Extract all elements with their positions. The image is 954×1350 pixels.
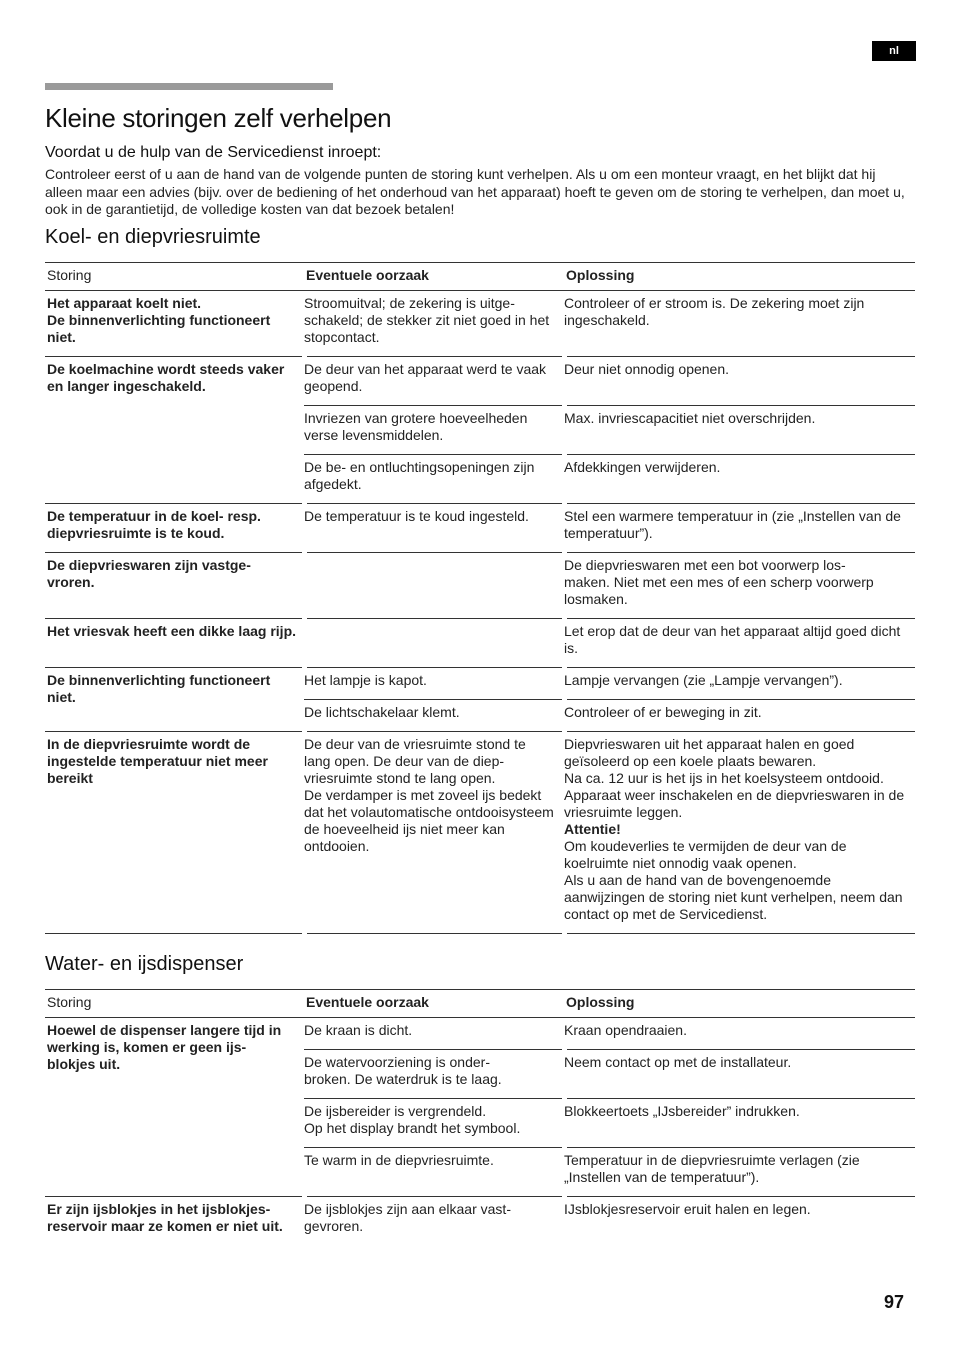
section-heading-cooling: Koel- en diepvriesruimte (45, 226, 261, 248)
solution-text: Blokkeertoets „IJsbereider” indrukken. (564, 1103, 800, 1119)
solution-cell (564, 1018, 915, 1049)
column-gap (302, 1245, 307, 1246)
section-heading-dispenser: Water- en ijsdispenser (45, 953, 244, 975)
solution-cell (564, 1098, 915, 1147)
solution-cell (564, 732, 915, 933)
cause-cell (304, 504, 564, 552)
solution-cell (564, 1147, 915, 1196)
solution-cell (564, 553, 915, 618)
symptom-cell: De koelmachine wordt steeds vaker en langer ingeschakeld. (47, 361, 285, 394)
cause-cell (304, 1147, 564, 1196)
cause-text: Te warm in de diepvriesruimte. (304, 1152, 494, 1168)
solution-text: Temperatuur in de diepvriesruimte verlagen (zie „Instellen van de temperatuur”). (564, 1152, 860, 1185)
table-row-group (45, 668, 915, 732)
solution-text: Diepvrieswaren uit het apparaat halen en goed geïsoleerd op een koele plaats bewaren. Na ca. 12 uur is het ijs in het koelsysteem ontdooid. Apparaat weer inschakelen en de diepvrieswaren in de vriesruimte leggen. (564, 736, 905, 820)
table-row (304, 357, 915, 405)
column-gap (562, 1245, 567, 1246)
table-row (304, 619, 915, 667)
table-row (304, 732, 915, 933)
table-row-group (45, 732, 915, 934)
solution-cell (564, 454, 915, 503)
col-oorzaak: Eventuele oorzaak (306, 267, 429, 283)
table-row (304, 1098, 915, 1147)
cause-text: De ijsblokjes zijn aan elkaar vast- gevroren. (304, 1201, 511, 1234)
cause-text: De temperatuur is te koud ingesteld. (304, 508, 529, 524)
intro-text: Controleer eerst of u aan de hand van de volgende punten de storing kunt verhelpen. Als u om een monteur vraagt, en het blijkt dat hij alleen maar een advies (bijv. over de bediening of het onderhoud van het apparaat) hoeft te geven om de storing te verhelpen, dan moet u, ook in de garantietijd, de volledige kosten van dat bezoek betalen! (45, 166, 905, 217)
table-row (304, 405, 915, 454)
table-row-group (45, 619, 915, 668)
solution-cell (564, 1049, 915, 1098)
cause-text: De be- en ontluchtingsopeningen zijn afgedekt. (304, 459, 535, 492)
solution-cell (564, 619, 915, 667)
symptom-cell: De diepvrieswaren zijn vastge- vroren. (47, 557, 251, 590)
symptom-cell: De binnenverlichting functioneert niet. (47, 672, 271, 705)
table-row-group (45, 1018, 915, 1197)
solution-text: Neem contact op met de installateur. (564, 1054, 792, 1070)
col-oplossing: Oplossing (566, 994, 635, 1010)
table-row-group (45, 553, 915, 619)
cause-text: Stroomuitval; de zekering is uitge- schakeld; de stekker zit niet goed in het stopcontact. (304, 295, 550, 345)
table-row-group (45, 504, 915, 553)
cause-cell (304, 454, 564, 503)
solution-cell (564, 699, 915, 731)
symptom-cell: Hoewel de dispenser langere tijd in werking is, komen er geen ijs- blokjes uit. (47, 1022, 282, 1072)
symptom-cell: In de diepvriesruimte wordt de ingestelde temperatuur niet meer bereikt (47, 736, 268, 786)
col-oorzaak: Eventuele oorzaak (306, 994, 429, 1010)
table-row (304, 553, 915, 618)
page-number: 97 (884, 1292, 905, 1312)
page-title: Kleine storingen zelf verhelpen (45, 103, 392, 133)
solution-note: Om koudeverlies te vermijden de deur van de koelruimte niet onnodig vaak openen. Als u aan de hand van de bovengenoemde aanwijzingen de storing niet kunt verhelpen, neem dan contact op met de Servicedienst. (564, 838, 903, 922)
symptom-cell: De temperatuur in de koel- resp. diepvriesruimte is te koud. (47, 508, 261, 541)
solution-cell (564, 405, 915, 454)
col-storing: Storing (47, 994, 92, 1010)
solution-text: Kraan opendraaien. (564, 1022, 687, 1038)
table-row-group (45, 291, 915, 357)
col-oplossing: Oplossing (566, 267, 635, 283)
column-gap (562, 699, 567, 700)
cause-cell (304, 1049, 564, 1098)
solution-text: Deur niet onnodig openen. (564, 361, 730, 377)
table-row-group (45, 357, 915, 504)
symptom-cell: Er zijn ijsblokjes in het ijsblokjes- reservoir maar ze komen er niet uit. (47, 1201, 283, 1234)
table-row (304, 1197, 915, 1245)
cause-cell (304, 357, 564, 405)
solution-text: Let erop dat de deur van het apparaat altijd goed dicht is. (564, 623, 901, 656)
cause-cell (304, 668, 564, 699)
column-gap (562, 1147, 567, 1148)
solution-text: Controleer of er stroom is. De zekering moet zijn ingeschakeld. (564, 295, 865, 328)
table-header (45, 989, 915, 1018)
cause-text: Invriezen van grotere hoeveelheden verse levensmiddelen. (304, 410, 528, 443)
solution-text: Afdekkingen verwijderen. (564, 459, 721, 475)
language-badge: nl (872, 41, 916, 61)
table-header (45, 262, 915, 291)
solution-cell (564, 668, 915, 699)
solution-text: De diepvrieswaren met een bot voorwerp los- maken. Niet met een mes of een scherp voorwerp losmaken. (564, 557, 874, 607)
table-row (304, 504, 915, 552)
cause-cell (304, 1098, 564, 1147)
column-gap (562, 1049, 567, 1050)
column-gap (562, 454, 567, 455)
cause-cell (304, 732, 564, 933)
solution-text: Controleer of er beweging in zit. (564, 704, 762, 720)
solution-cell (564, 357, 915, 405)
cause-cell (304, 1197, 564, 1245)
cause-text: De kraan is dicht. (304, 1022, 413, 1038)
table-row-group (45, 1197, 915, 1245)
intro-heading: Voordat u de hulp van de Servicedienst inroept: (45, 144, 382, 161)
solution-text: Max. invriescapacitiet niet overschrijden. (564, 410, 816, 426)
table-row (304, 454, 915, 503)
solution-attention-label: Attentie! (564, 821, 621, 837)
table-row (304, 291, 915, 356)
table-row (304, 699, 915, 731)
column-gap (562, 933, 567, 934)
cause-text: De lichtschakelaar klemt. (304, 704, 460, 720)
table-row (304, 1018, 915, 1049)
solution-text: Stel een warmere temperatuur in (zie „Instellen van de temperatuur”). (564, 508, 901, 541)
column-gap (562, 1098, 567, 1099)
cause-cell (304, 405, 564, 454)
table-cooling (45, 262, 915, 934)
cause-cell (304, 291, 564, 356)
table-row (304, 668, 915, 699)
symptom-cell: Het apparaat koelt niet. De binnenverlichting functioneert niet. (47, 295, 271, 345)
cause-text: De deur van de vriesruimte stond te lang open. De deur van de diep- vriesruimte stond te lang open. De verdamper is met zoveel ijs bedekt dat het volautomatische ontdooisysteem de hoeveelheid ijs niet meer kan ontdooien. (304, 736, 554, 854)
header-rule (45, 83, 333, 90)
cause-cell (304, 1018, 564, 1049)
cause-cell (304, 619, 564, 667)
cause-cell (304, 699, 564, 731)
symptom-cell: Het vriesvak heeft een dikke laag rijp. (47, 623, 297, 639)
solution-cell (564, 504, 915, 552)
table-dispenser (45, 989, 915, 1245)
column-gap (562, 405, 567, 406)
cause-text: De deur van het apparaat werd te vaak geopend. (304, 361, 547, 394)
table-row (304, 1147, 915, 1196)
solution-text: IJsblokjesreservoir eruit halen en legen. (564, 1201, 811, 1217)
cause-text: De ijsbereider is vergrendeld. Op het display brandt het symbool. (304, 1103, 521, 1136)
cause-text: De watervoorziening is onder- broken. De waterdruk is te laag. (304, 1054, 502, 1087)
solution-text: Lampje vervangen (zie „Lampje vervangen”). (564, 672, 843, 688)
solution-cell (564, 291, 915, 356)
col-storing: Storing (47, 267, 92, 283)
table-row (304, 1049, 915, 1098)
solution-cell (564, 1197, 915, 1245)
cause-text: Het lampje is kapot. (304, 672, 427, 688)
cause-cell (304, 553, 564, 618)
column-gap (302, 933, 307, 934)
